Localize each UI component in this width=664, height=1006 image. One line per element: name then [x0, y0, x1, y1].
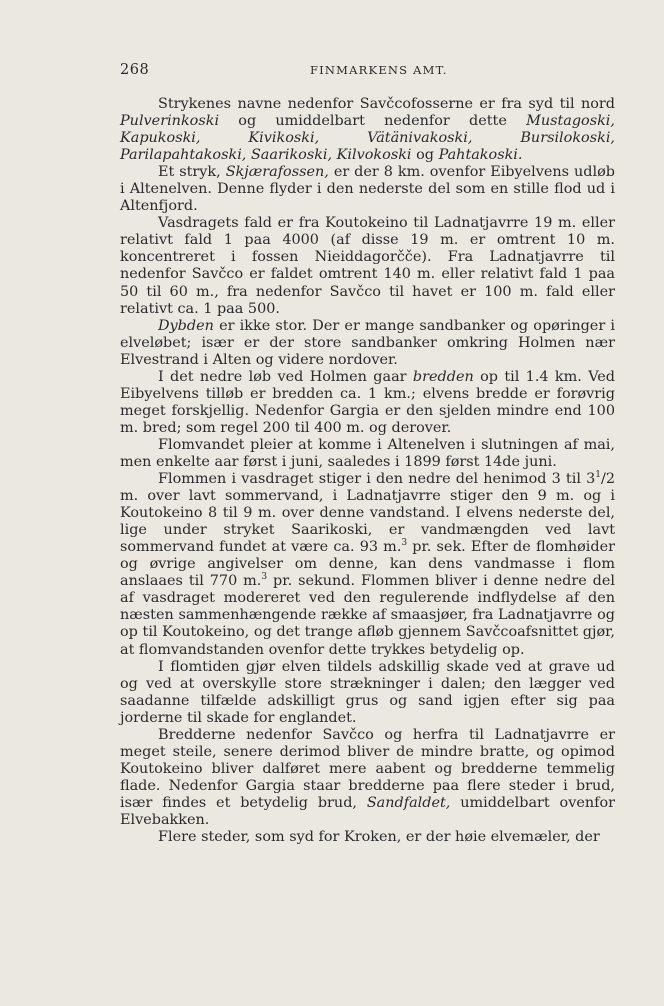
paragraph	[120, 215, 615, 317]
italic-term: Dybden	[158, 317, 214, 334]
text-run: Flere steder, som syd for Kroken, er der høie elvemæler, der	[158, 829, 600, 846]
text-run: umiddelbart ovenfor Elvebakken.	[120, 794, 615, 828]
text-run: op til 1.4 km. Ved Eibyelvens tilløb er bredden ca. 1 km.; elvens bredde er forøvrig meget forskjellig. Nedenfor Gargia er den sjelden mindre end 100 m. bred; som regel 200 til 400 m. og derover.	[120, 368, 615, 436]
paragraph	[120, 471, 615, 659]
italic-term: Mustagoski, Kapukoski, Kivikoski, Vätänivakoski, Bursilokoski, Parilapahtakoski, Saarikoski, Kilvokoski	[120, 113, 615, 164]
text-run: og umiddelbart nedenfor dette	[219, 113, 527, 130]
text-run: pr. sek. Efter de flomhøider og øvrige angivelser om denne, kan dens vandmasse i flom anslaaes til 770 m.	[120, 539, 615, 590]
paragraph	[120, 437, 615, 471]
text-run: Flommen i vasdraget stiger i den nedre del henimod 3 til 3	[158, 471, 596, 488]
body-text	[120, 96, 615, 846]
text-run: er ikke stor. Der er mange sandbanker og opøringer i elveløbet; især er der store sandbanker omkring Holmen nær Elvestrand i Alten og videre nordover.	[120, 317, 615, 368]
italic-term: bredden	[412, 368, 474, 385]
text-run: Et stryk,	[158, 164, 226, 181]
paragraph	[120, 164, 615, 215]
text-run: Strykenes navne nedenfor Savčcofosserne er fra syd til nord	[158, 96, 615, 112]
paragraph	[120, 727, 615, 829]
text-run: er der 8 km. ovenfor Eibyelvens udløb i Altenelven. Denne flyder i den nederste del som en stille flod ud i Altenfjord.	[120, 164, 615, 215]
italic-term: Pulverinkoski	[120, 113, 220, 130]
page-header	[120, 56, 616, 84]
paragraph	[120, 318, 615, 369]
text-run: Flomvandet pleier at komme i Altenelven i slutningen af mai, men enkelte aar først i juni, saaledes i 1899 først 14de juni.	[120, 436, 615, 470]
italic-term: Pahtakoski.	[438, 147, 523, 164]
italic-term: Sandfaldet,	[366, 794, 451, 811]
italic-term: Skjærafossen,	[225, 164, 329, 181]
text-run: I flomtiden gjør elven tildels adskillig skade ved at grave ud og ved at overskylle store strækninger i dalen; den lægger ved saadanne tilfælde adskilligt grus og sand igjen efter sig paa jorderne til skade for englandet.	[120, 658, 615, 726]
running-title: FINMARKENS AMT.	[310, 63, 448, 77]
page-number: 268	[120, 62, 150, 78]
paragraph	[120, 369, 615, 437]
superscript: 1	[595, 470, 601, 481]
superscript: 3	[401, 538, 408, 549]
superscript: 3	[261, 572, 268, 583]
text-run: Bredderne nedenfor Savčco og herfra til Ladnatjavrre er meget steile, senere derimod bliver de mindre bratte, og opimod Koutokeino bliver dalføret mere aabent og bredderne temmelig flade. Nedenfor Gargia staar bredderne paa flere steder i brud, især findes et betydelig brud,	[120, 726, 615, 811]
text-run: /2 m. over lavt sommervand, i Ladnatjavrre stiger den 9 m. og i Koutokeino 8 til 9 m. over denne vandstand. I elvens nederste del, lige under stryket Saarikoski, er vandmængden ved lavt sommervand fundet at være ca. 93 m.	[120, 471, 615, 556]
paragraph	[120, 829, 615, 846]
paragraph	[120, 659, 615, 727]
text-run: pr. sekund. Flommen bliver i denne nedre del af vasdraget modereret ved den regulerende indflydelse af den næsten sammenhængende række af smaasjøer, fra Ladnatjavrre og op til Koutokeino, og det trange afløb gjennem Savčcoafsnittet gjør, at flomvandstanden ovenfor dette trykkes betydelig op.	[120, 573, 616, 658]
paragraph	[120, 96, 615, 164]
text-run: Vasdragets fald er fra Koutokeino til Ladnatjavrre 19 m. eller relativt fald 1 paa 4000 (af disse 19 m. er omtrent 10 m. koncentreret i fossen Nieiddagorčče). Fra Ladnatjavrre til nedenfor Savčco er faldet omtrent 140 m. eller relativt fald 1 paa 50 til 60 m., fra nedenfor Savčco til havet er 100 m. fald eller relativt ca. 1 paa 500.	[120, 215, 615, 317]
text-run: I det nedre løb ved Holmen gaar	[158, 368, 413, 385]
text-run: og	[411, 147, 439, 164]
